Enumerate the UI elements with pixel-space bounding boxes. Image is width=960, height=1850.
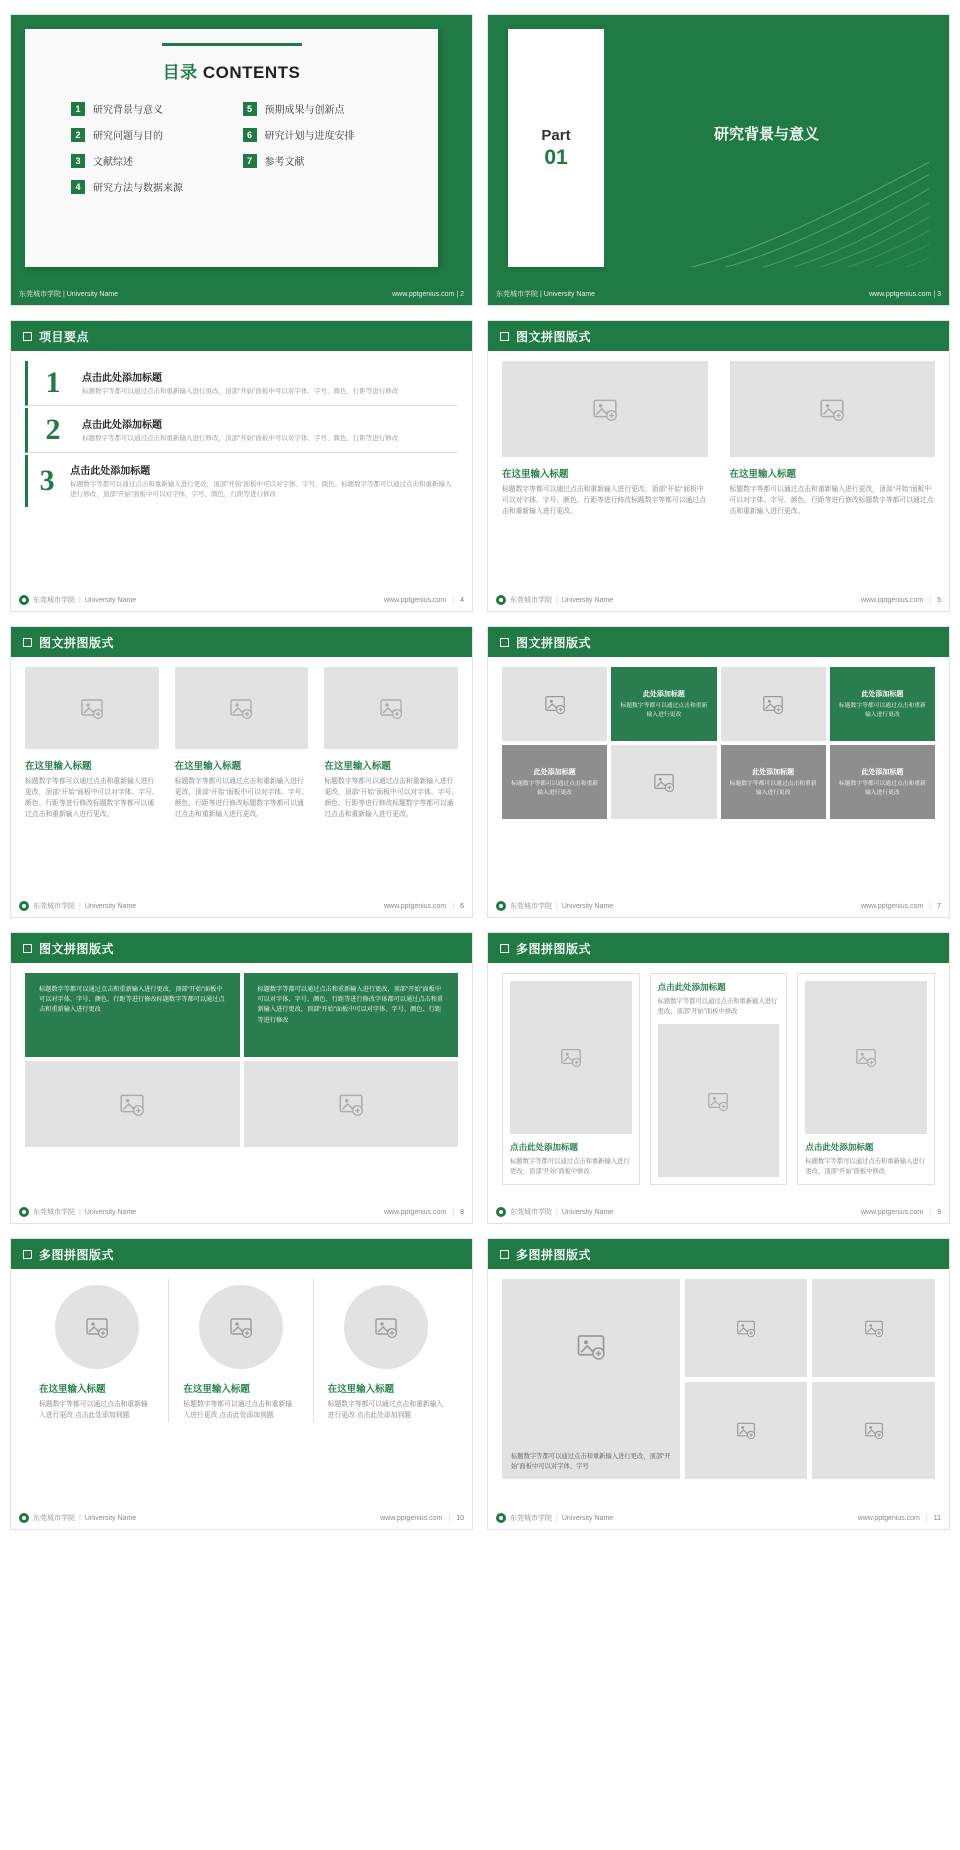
footer-school: 东莞城市学院	[33, 597, 75, 604]
slide-header	[488, 1239, 949, 1269]
image-placeholder[interactable]	[730, 361, 936, 457]
footer-separator: |	[452, 902, 455, 910]
card-text	[510, 1141, 632, 1177]
image-icon	[819, 396, 845, 422]
image-icon	[736, 1420, 756, 1440]
slide-header-title: 图文拼图版式	[516, 329, 592, 344]
image-icon	[560, 1046, 582, 1068]
slide-header	[488, 321, 949, 351]
text-tile[interactable]	[611, 667, 716, 741]
list-item[interactable]	[25, 455, 458, 507]
contents-item[interactable]	[71, 127, 225, 142]
slide-footer	[11, 589, 472, 611]
image-icon	[85, 1315, 109, 1339]
image-icon	[592, 396, 618, 422]
footer-school: 东莞城市学院	[33, 1209, 75, 1216]
point-description: 标题数字等都可以通过点击和重新输入进行更改，顶部“开始”面板中可以对字体、字号、颜色。标题数字等都可以通过点击和重新输入进行修改，顶部“开始”面板中可以对字体、字号、颜色、行距等进行修改	[70, 481, 452, 499]
slide-body	[11, 963, 472, 1223]
footer-school: 东莞城市学院	[510, 1209, 552, 1216]
footer-separator: |	[79, 1208, 81, 1216]
slide-body	[488, 351, 949, 611]
page-number: 3	[937, 290, 941, 298]
content-block	[324, 667, 458, 821]
circle-block	[169, 1279, 313, 1422]
content-grid	[25, 667, 458, 821]
block-description: 标题数字等都可以通过点击和重新输入进行更改，顶部“开始”面板中可以对字体、字号、颜色、行距等进行修改标题数字等都可以通过点击和重新输入进行更改。	[729, 486, 934, 515]
image-placeholder[interactable]	[721, 667, 826, 741]
content-block	[25, 667, 159, 821]
footer-separator: |	[929, 596, 932, 604]
square-bullet-icon	[23, 638, 32, 647]
footer-separator: |	[556, 902, 558, 910]
footer-school: 东莞城市学院	[19, 291, 61, 298]
card-text	[805, 1141, 927, 1177]
slide-circle-images	[10, 1238, 473, 1530]
footer-meta	[384, 597, 464, 604]
image-placeholder[interactable]	[55, 1285, 139, 1369]
tile-content	[830, 761, 935, 803]
block-description: 标题数字等都可以通过点击和重新输入进行更改，顶部“开始”面板中可以对字体、字号、颜色、行距等进行修改标题数字等都可以通过点击和重新输入进行更改。	[502, 486, 706, 515]
footer-separator: |	[62, 291, 65, 298]
page-number: 9	[937, 1208, 941, 1216]
slide-body	[11, 1269, 472, 1529]
slide-header	[11, 627, 472, 657]
slide-body	[11, 657, 472, 917]
image-icon	[707, 1090, 729, 1112]
text-tile[interactable]: 标题数字等都可以通过点击和重新输入进行更改，顶部“开始”面板中可以对字体、字号、颜色、行距等进行修改字体都可以通过点击和重新输入进行更改，顶部“开始”面板中可以对字体、字号、颜色、行距等进行修改	[244, 973, 459, 1057]
image-icon	[379, 696, 403, 720]
card-title: 点击此处添加标题	[657, 982, 726, 992]
contents-item[interactable]	[243, 153, 397, 168]
content-block	[730, 361, 936, 518]
contents-item-number: 5	[243, 102, 257, 116]
footer-separator: |	[929, 1208, 932, 1216]
card-description: 标题数字等都可以通过点击和重新输入进行更改，顶部“开始”面板中修改	[510, 1157, 630, 1175]
contents-item[interactable]	[71, 101, 225, 116]
contents-title-cn: 目录	[162, 63, 198, 82]
footer-site: www.pptgenius.com	[384, 596, 447, 604]
footer-school: 东莞城市学院	[33, 1515, 75, 1522]
accent-rule	[508, 23, 604, 26]
slide-header-title: 项目要点	[39, 329, 90, 344]
text-tile[interactable]	[830, 745, 935, 819]
card-text	[658, 981, 780, 1017]
slide-footer	[488, 1201, 949, 1223]
text-tile[interactable]	[830, 667, 935, 741]
image-icon	[855, 1046, 877, 1068]
logo-icon	[496, 595, 506, 605]
square-bullet-icon	[500, 332, 509, 341]
footer-brand	[19, 1207, 136, 1217]
footer-site: www.pptgenius.com	[384, 902, 447, 910]
footer-separator: |	[539, 291, 542, 298]
page-number: 10	[456, 1514, 464, 1522]
part-heading-panel	[604, 29, 929, 267]
footer-separator: |	[452, 1208, 455, 1216]
slide-footer	[11, 283, 472, 305]
slide-body	[488, 963, 949, 1223]
image-placeholder[interactable]	[611, 745, 716, 819]
circle-block	[25, 1279, 169, 1422]
block-title: 在这里输入标题	[324, 761, 391, 772]
square-bullet-icon	[23, 332, 32, 341]
image-placeholder[interactable]	[502, 667, 607, 741]
slide-body	[488, 657, 949, 917]
footer-meta	[380, 1515, 464, 1522]
footer-meta	[392, 291, 464, 298]
image-icon	[736, 1318, 756, 1338]
page-number: 7	[937, 902, 941, 910]
square-bullet-icon	[23, 1250, 32, 1259]
point-text	[82, 369, 398, 397]
footer-separator: |	[556, 1514, 558, 1522]
footer-site: www.pptgenius.com	[869, 290, 932, 298]
image-icon	[229, 1315, 253, 1339]
tile-title: 此处添加标题	[533, 768, 576, 776]
image-placeholder[interactable]	[805, 981, 927, 1134]
circle-title: 在这里输入标题	[39, 1384, 106, 1395]
footer-brand	[19, 1513, 136, 1523]
card	[797, 973, 935, 1185]
slide-multi-image-cards	[487, 932, 950, 1224]
contents-card	[25, 29, 438, 267]
mosaic-grid	[502, 667, 935, 819]
tile-title: 此处添加标题	[861, 690, 904, 698]
circle-title: 在这里输入标题	[327, 1384, 395, 1395]
image-icon	[762, 693, 784, 715]
contents-item-label: 预期成果与创新点	[264, 105, 345, 116]
text-tile[interactable]	[721, 745, 826, 819]
contents-item[interactable]	[71, 153, 225, 168]
footer-university: University Name	[561, 902, 614, 910]
tile-content	[830, 683, 935, 725]
contents-item[interactable]	[243, 127, 397, 142]
circle-description: 标题数字等都可以通过点击和重新输入进行更改 点击此处添加到题	[39, 1401, 148, 1419]
contents-item[interactable]	[71, 179, 225, 194]
square-bullet-icon	[23, 944, 32, 953]
footer-site: www.pptgenius.com	[384, 1208, 447, 1216]
point-text	[70, 462, 454, 500]
contents-item-number: 6	[243, 128, 257, 142]
footer-meta	[861, 1209, 941, 1216]
footer-separator: |	[929, 902, 932, 910]
circle-block	[314, 1279, 458, 1422]
tile-title: 此处添加标题	[642, 690, 685, 698]
slide-header-title: 图文拼图版式	[516, 635, 592, 650]
block-description: 标题数字等都可以通过点击和重新输入进行更改，顶部“开始”面板中可以对字体、字号、颜色、行距等进行修改标题数字等都可以通过点击和重新输入进行更改。	[324, 778, 458, 818]
image-placeholder[interactable]	[199, 1285, 283, 1369]
image-placeholder[interactable]	[812, 1382, 935, 1480]
contents-item-label: 研究方法与数据来源	[93, 183, 183, 194]
footer-university: University Name	[543, 291, 596, 298]
footer-school: 东莞城市学院	[510, 597, 552, 604]
card-description: 标题数字等都可以通过点击和重新输入进行更改，顶部“开始”面板中修改	[805, 1157, 925, 1175]
image-icon	[80, 696, 104, 720]
slide-footer	[11, 1507, 472, 1529]
footer-brand	[496, 595, 613, 605]
contents-title-en: CONTENTS	[202, 63, 301, 82]
footer-brand	[19, 901, 136, 911]
slide-contents	[10, 14, 473, 306]
tile-title: 此处添加标题	[861, 768, 904, 776]
block-title: 在这里输入标题	[25, 761, 92, 772]
contents-item-number: 4	[71, 180, 85, 194]
block-description: 标题数字等都可以通过点击和重新输入进行更改，顶部“开始”面板中可以对字体、字号、颜色、行距等进行修改标题数字等都可以通过点击和重新输入进行更改。	[25, 778, 159, 818]
image-placeholder[interactable]	[324, 667, 458, 749]
image-placeholder-large[interactable]	[502, 1279, 680, 1479]
slide-header	[488, 933, 949, 963]
point-text	[82, 416, 398, 444]
slide-mixed-mosaic	[487, 1238, 950, 1530]
page-number: 11	[933, 1514, 941, 1522]
footer-university: University Name	[561, 1514, 614, 1522]
point-title: 点击此处添加标题	[82, 372, 162, 384]
logo-icon	[496, 1207, 506, 1217]
card-grid	[502, 973, 935, 1185]
slide-three-image-text	[10, 626, 473, 918]
card-title: 点击此处添加标题	[510, 1141, 579, 1152]
slide-footer	[488, 1507, 949, 1529]
page-title	[25, 58, 438, 83]
footer-meta	[861, 597, 941, 604]
image-icon	[864, 1420, 884, 1440]
image-icon	[338, 1091, 364, 1117]
square-bullet-icon	[500, 944, 509, 953]
footer-site: www.pptgenius.com	[380, 1514, 443, 1522]
image-placeholder[interactable]	[244, 1061, 459, 1147]
circle-title: 在这里输入标题	[183, 1384, 250, 1395]
image-placeholder[interactable]	[25, 1061, 240, 1147]
footer-separator: |	[556, 596, 558, 604]
circle-description: 标题数字等都可以通过点击和重新输入进行更改 点击此处添加到题	[327, 1401, 444, 1419]
footer-site: www.pptgenius.com	[861, 902, 924, 910]
footer-site: www.pptgenius.com	[392, 290, 455, 298]
tile-description: 标题数字等都可以通过点击和重新输入进行更改	[511, 780, 599, 796]
logo-icon	[496, 901, 506, 911]
contents-item-label: 参考文献	[264, 157, 305, 168]
logo-icon	[19, 595, 29, 605]
image-icon-wrap	[502, 1331, 680, 1361]
footer-university: University Name	[561, 1208, 614, 1216]
logo-icon	[496, 1513, 506, 1523]
decorative-swoosh-icon	[639, 147, 929, 267]
footer-site: www.pptgenius.com	[861, 596, 924, 604]
tile-content	[721, 761, 826, 803]
page-number: 6	[460, 902, 464, 910]
tile-description: 标题数字等都可以通过点击和重新输入进行更改	[729, 780, 817, 796]
list-item[interactable]	[25, 361, 458, 406]
part-label: Part	[541, 126, 571, 144]
block-description: 标题数字等都可以通过点击和重新输入进行更改，顶部“开始”面板中可以对字体、字号、颜色、行距等进行修改标题数字等都可以通过点击和重新输入进行更改。	[174, 778, 309, 818]
slide-header	[11, 1239, 472, 1269]
footer-school: 东莞城市学院	[33, 903, 75, 910]
image-icon	[374, 1315, 398, 1339]
contents-item-label: 研究背景与意义	[93, 105, 163, 116]
page-number: 5	[937, 596, 941, 604]
image-icon	[653, 771, 675, 793]
footer-separator: |	[448, 1514, 451, 1522]
slide-mosaic	[487, 626, 950, 918]
image-placeholder[interactable]	[812, 1279, 935, 1377]
part-heading: 研究背景与意义	[713, 125, 819, 143]
image-placeholder[interactable]	[175, 667, 309, 749]
tile-description: 标题数字等都可以通过点击和重新输入进行更改	[838, 702, 926, 718]
footer-university: University Name	[66, 291, 119, 298]
footer-university: University Name	[561, 596, 614, 604]
slide-header	[11, 933, 472, 963]
content-grid	[502, 361, 935, 518]
footer-meta	[861, 903, 941, 910]
slide-header	[488, 627, 949, 657]
image-icon	[544, 693, 566, 715]
slide-body	[488, 1269, 949, 1529]
footer-brand	[19, 595, 136, 605]
content-block	[502, 361, 708, 518]
image-placeholder[interactable]	[685, 1279, 808, 1377]
footer-separator: |	[933, 290, 936, 298]
slide-header	[11, 321, 472, 351]
point-description: 标题数字等都可以通过点击和重新输入进行修改，顶部“开始”面板中可以对字体、字号、颜色、行距等进行修改	[82, 434, 399, 442]
tile-title: 此处添加标题	[752, 768, 795, 776]
contents-item-number: 7	[243, 154, 257, 168]
content-block	[175, 667, 309, 821]
page-number: 4	[460, 596, 464, 604]
slide-header-title: 图文拼图版式	[39, 635, 115, 650]
footer-separator: |	[452, 596, 455, 604]
point-title: 点击此处添加标题	[70, 466, 151, 477]
image-placeholder[interactable]	[502, 361, 708, 457]
logo-icon	[19, 901, 29, 911]
contents-item-label: 研究计划与进度安排	[264, 131, 355, 142]
page-number: 8	[460, 1208, 464, 1216]
card-description: 标题数字等都可以通过点击和重新输入进行更改，顶部“开始”面板中修改	[657, 998, 778, 1016]
footer-separator: |	[456, 290, 459, 298]
footer-meta	[869, 291, 941, 298]
slide-two-image-text	[487, 320, 950, 612]
slide-footer	[488, 283, 949, 305]
circle-description: 标题数字等都可以通过点击和重新输入进行更改 点击此处添加到题	[183, 1401, 293, 1419]
point-number: 2	[45, 413, 61, 446]
part-badge	[508, 29, 604, 267]
footer-university: University Name	[84, 902, 137, 910]
footer-brand	[496, 901, 613, 911]
text-tile[interactable]: 标题数字等都可以通过点击和重新输入进行更改，顶部“开始”面板中可以对字体、字号、颜色、行距等进行修改标题数字等都可以通过点击和重新输入进行更改	[25, 973, 240, 1057]
list-item[interactable]	[25, 408, 458, 453]
text-tile[interactable]	[502, 745, 607, 819]
image-row	[25, 1061, 458, 1147]
title-rule	[162, 43, 302, 46]
block-title: 在这里输入标题	[729, 469, 797, 480]
block-title: 在这里输入标题	[174, 761, 242, 772]
footer-meta	[384, 1209, 464, 1216]
footer-meta	[384, 903, 464, 910]
slide-green-text-images	[10, 932, 473, 1224]
contents-item-label: 文献综述	[93, 157, 133, 168]
image-icon	[119, 1091, 145, 1117]
footer-brand	[496, 289, 595, 299]
tile-content	[502, 761, 607, 803]
footer-separator: |	[79, 902, 81, 910]
part-number: 01	[544, 145, 568, 169]
image-icon	[229, 696, 253, 720]
card-title: 点击此处添加标题	[805, 1141, 874, 1152]
footer-school: 东莞城市学院	[510, 903, 552, 910]
footer-brand	[19, 289, 118, 299]
contents-item-number: 3	[71, 154, 85, 168]
point-description: 标题数字等都可以通过点击和重新输入进行更改，顶部“开始”面板中可以对字体、字号、颜色、行距等进行修改	[82, 387, 399, 395]
footer-separator: |	[556, 1208, 558, 1216]
image-placeholder[interactable]	[685, 1382, 808, 1480]
footer-school: 东莞城市学院	[496, 291, 538, 298]
square-bullet-icon	[500, 1250, 509, 1259]
point-number: 3	[39, 464, 55, 498]
slide-footer	[11, 1201, 472, 1223]
footer-separator: |	[79, 596, 81, 604]
slide-header-title: 多图拼图版式	[39, 1247, 115, 1262]
square-bullet-icon	[500, 638, 509, 647]
card	[650, 973, 788, 1185]
point-number: 1	[45, 366, 61, 399]
mosaic-caption: 标题数字等都可以通过点击和重新输入进行更改，顶部“开始”面板中可以对字体、字号	[511, 1452, 671, 1470]
logo-icon	[19, 1207, 29, 1217]
contents-item-number: 2	[71, 128, 85, 142]
tile-description: 标题数字等都可以通过点击和重新输入进行更改	[620, 702, 708, 718]
tile-content	[611, 683, 716, 725]
contents-item-number: 1	[71, 102, 85, 116]
slide-footer	[488, 589, 949, 611]
card	[502, 973, 640, 1185]
block-title: 在这里输入标题	[502, 469, 569, 480]
slide-header-title: 多图拼图版式	[516, 1247, 592, 1262]
footer-separator: |	[79, 1514, 81, 1522]
slide-header-title: 图文拼图版式	[39, 941, 115, 956]
contents-list	[71, 101, 396, 194]
contents-item[interactable]	[243, 101, 397, 116]
footer-brand	[496, 1207, 613, 1217]
contents-item-label: 研究问题与目的	[93, 131, 163, 142]
footer-meta	[858, 1515, 941, 1522]
footer-site: www.pptgenius.com	[861, 1208, 924, 1216]
image-placeholder[interactable]	[25, 667, 159, 749]
slide-part-divider	[487, 14, 950, 306]
slide-header-title: 多图拼图版式	[516, 941, 592, 956]
image-placeholder[interactable]	[344, 1285, 428, 1369]
mosaic-grid	[502, 1279, 935, 1479]
tile-description: 标题数字等都可以通过点击和重新输入进行更改	[838, 780, 926, 796]
image-icon	[864, 1318, 884, 1338]
footer-site: www.pptgenius.com	[857, 1514, 920, 1522]
slide-key-points	[10, 320, 473, 612]
slide-footer	[11, 895, 472, 917]
footer-university: University Name	[84, 1208, 137, 1216]
image-placeholder[interactable]	[658, 1024, 780, 1177]
page-number: 2	[460, 290, 464, 298]
image-placeholder[interactable]	[510, 981, 632, 1134]
green-text-row	[25, 973, 458, 1057]
logo-icon	[19, 1513, 29, 1523]
footer-brand	[496, 1513, 613, 1523]
footer-separator: |	[925, 1514, 928, 1522]
point-title: 点击此处添加标题	[82, 419, 162, 431]
slide-footer	[488, 895, 949, 917]
footer-university: University Name	[84, 596, 137, 604]
image-icon	[576, 1331, 606, 1361]
slide-body	[11, 351, 472, 611]
footer-university: University Name	[84, 1514, 137, 1522]
circle-grid	[25, 1279, 458, 1422]
footer-school: 东莞城市学院	[510, 1515, 552, 1522]
